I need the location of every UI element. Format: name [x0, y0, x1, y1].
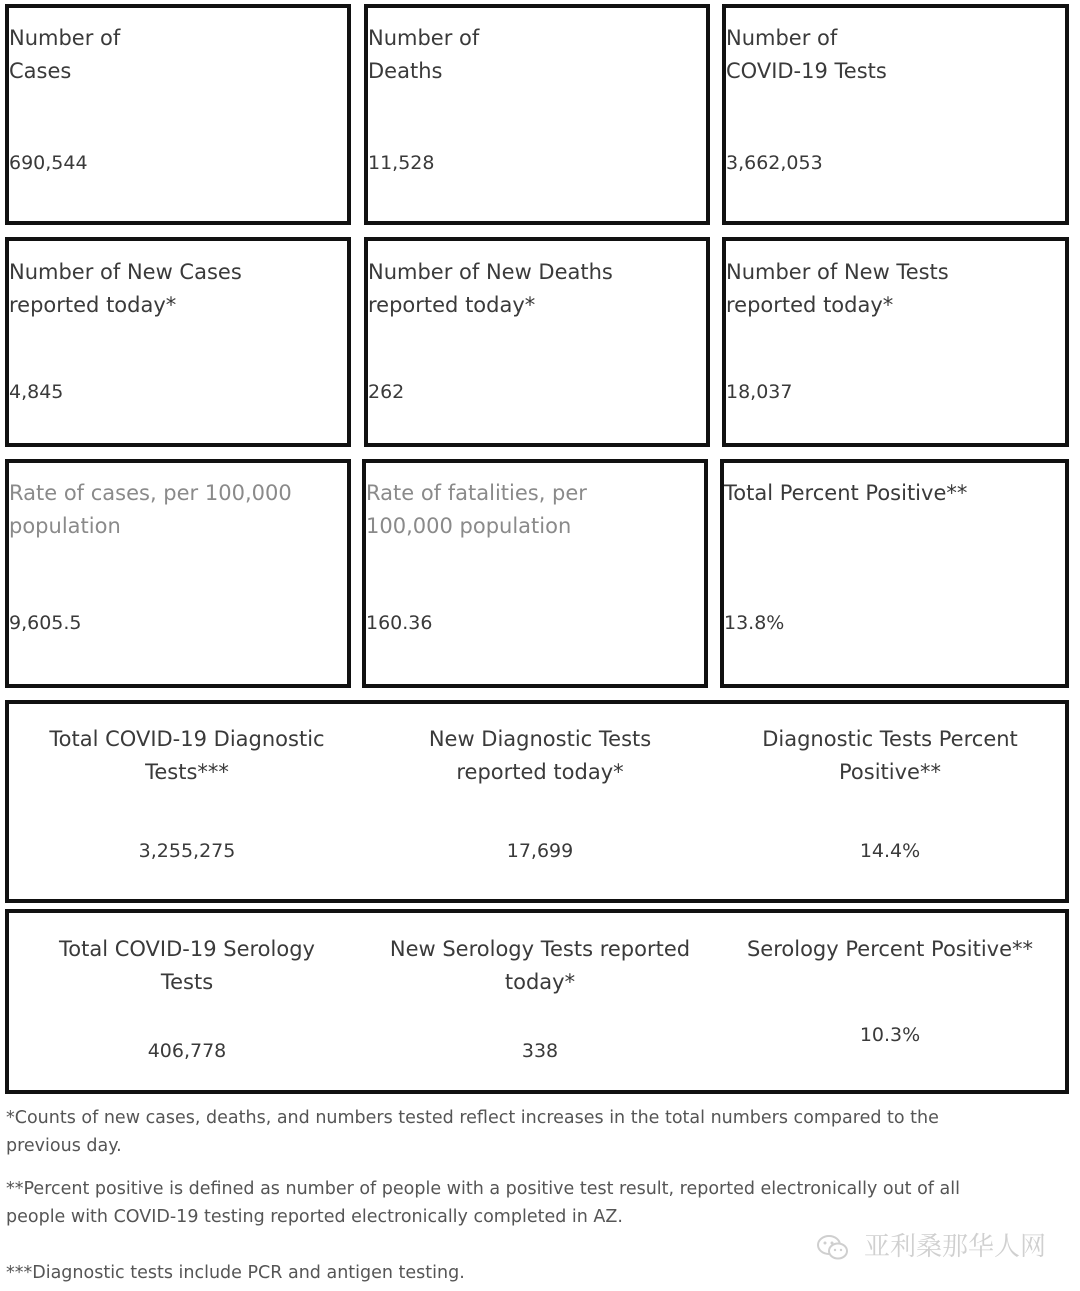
card-value: 4,845 — [9, 381, 64, 403]
card-label-line2: Cases — [9, 59, 72, 83]
card-value: 3,662,053 — [726, 152, 823, 174]
card-label-line2: COVID-19 Tests — [726, 59, 887, 83]
card-label-line2: Deaths — [368, 59, 443, 83]
card-value: 18,037 — [726, 381, 793, 403]
footnote-1-line2: previous day. — [6, 1136, 122, 1156]
card-value: 3,255,275 — [138, 840, 236, 862]
card-label-line2: reported today* — [9, 293, 177, 317]
card-number-of-deaths — [364, 4, 710, 225]
card-label-line2: 100,000 population — [366, 514, 572, 538]
card-value: 13.8% — [724, 612, 785, 634]
card-value: 17,699 — [506, 840, 574, 862]
card-total-percent-positive — [720, 459, 1069, 688]
card-label-line2: reported today* — [726, 293, 894, 317]
card-label-line1: Number of — [368, 26, 480, 50]
card-label-line2: reported today* — [456, 760, 624, 784]
card-label-line1: Total COVID-19 Diagnostic — [49, 727, 325, 751]
card-label-line1: Rate of cases, per 100,000 — [9, 481, 292, 505]
footnote-1-line1: *Counts of new cases, deaths, and numbers tested reflect increases in the total numbers compared to the — [6, 1108, 939, 1128]
card-label-line1: Number of New Cases — [9, 260, 242, 284]
card-label-line1: New Serology Tests reported — [389, 937, 691, 961]
diagnostic-total-cell — [9, 704, 365, 899]
card-label-line2: reported today* — [368, 293, 536, 317]
card-label-line1: New Diagnostic Tests — [428, 727, 652, 751]
card-case-rate — [5, 459, 351, 688]
watermark-text: 亚利桑那华人网 — [863, 1232, 1046, 1262]
card-value: 9,605.5 — [9, 612, 82, 634]
serology-new-cell — [365, 913, 715, 1090]
card-value: 160.36 — [366, 612, 433, 634]
card-new-cases-today — [5, 237, 351, 447]
card-label-line2: Positive** — [839, 760, 941, 784]
footnote-3: ***Diagnostic tests include PCR and antigen testing. — [6, 1263, 465, 1283]
card-label-line1: Number of — [9, 26, 121, 50]
footnote-2-line2: people with COVID-19 testing reported electronically completed in AZ. — [6, 1207, 623, 1227]
footnote-2-line1: **Percent positive is defined as number of people with a positive test result, reported electronically out of all — [6, 1179, 960, 1199]
card-value: 338 — [521, 1040, 559, 1062]
card-label-line2: population — [9, 514, 121, 538]
card-number-of-tests — [722, 4, 1069, 225]
card-new-tests-today — [722, 237, 1069, 447]
card-label-line1: Number of New Tests — [726, 260, 949, 284]
card-value: 690,544 — [9, 152, 88, 174]
card-label-line1: Number of New Deaths — [368, 260, 613, 284]
wechat-icon — [816, 1232, 864, 1262]
card-label-line1: Total Percent Positive** — [724, 481, 968, 505]
card-value: 406,778 — [147, 1040, 227, 1062]
card-label-line2: Tests*** — [145, 760, 229, 784]
card-fatality-rate — [362, 459, 708, 688]
card-label-line1: Serology Percent Positive** — [746, 937, 1034, 961]
diagnostic-percent-cell — [715, 704, 1065, 899]
card-label-line2: today* — [504, 970, 576, 994]
diagnostic-tests-panel — [5, 700, 1069, 903]
card-value: 14.4% — [859, 840, 921, 862]
card-label-line1: Number of — [726, 26, 838, 50]
card-value: 10.3% — [859, 1024, 921, 1046]
serology-total-cell — [9, 913, 365, 1090]
serology-percent-cell — [715, 913, 1065, 1090]
card-label-line1: Diagnostic Tests Percent — [762, 727, 1018, 751]
serology-tests-panel — [5, 909, 1069, 1094]
diagnostic-new-cell — [365, 704, 715, 899]
card-number-of-cases — [5, 4, 351, 225]
card-value: 262 — [368, 381, 405, 403]
watermark — [816, 1226, 1046, 1263]
card-label-line1: Rate of fatalities, per — [366, 481, 587, 505]
card-value: 11,528 — [368, 152, 435, 174]
card-new-deaths-today — [364, 237, 710, 447]
card-label-line1: Total COVID-19 Serology — [59, 937, 315, 961]
card-label-line2: Tests — [160, 970, 214, 994]
